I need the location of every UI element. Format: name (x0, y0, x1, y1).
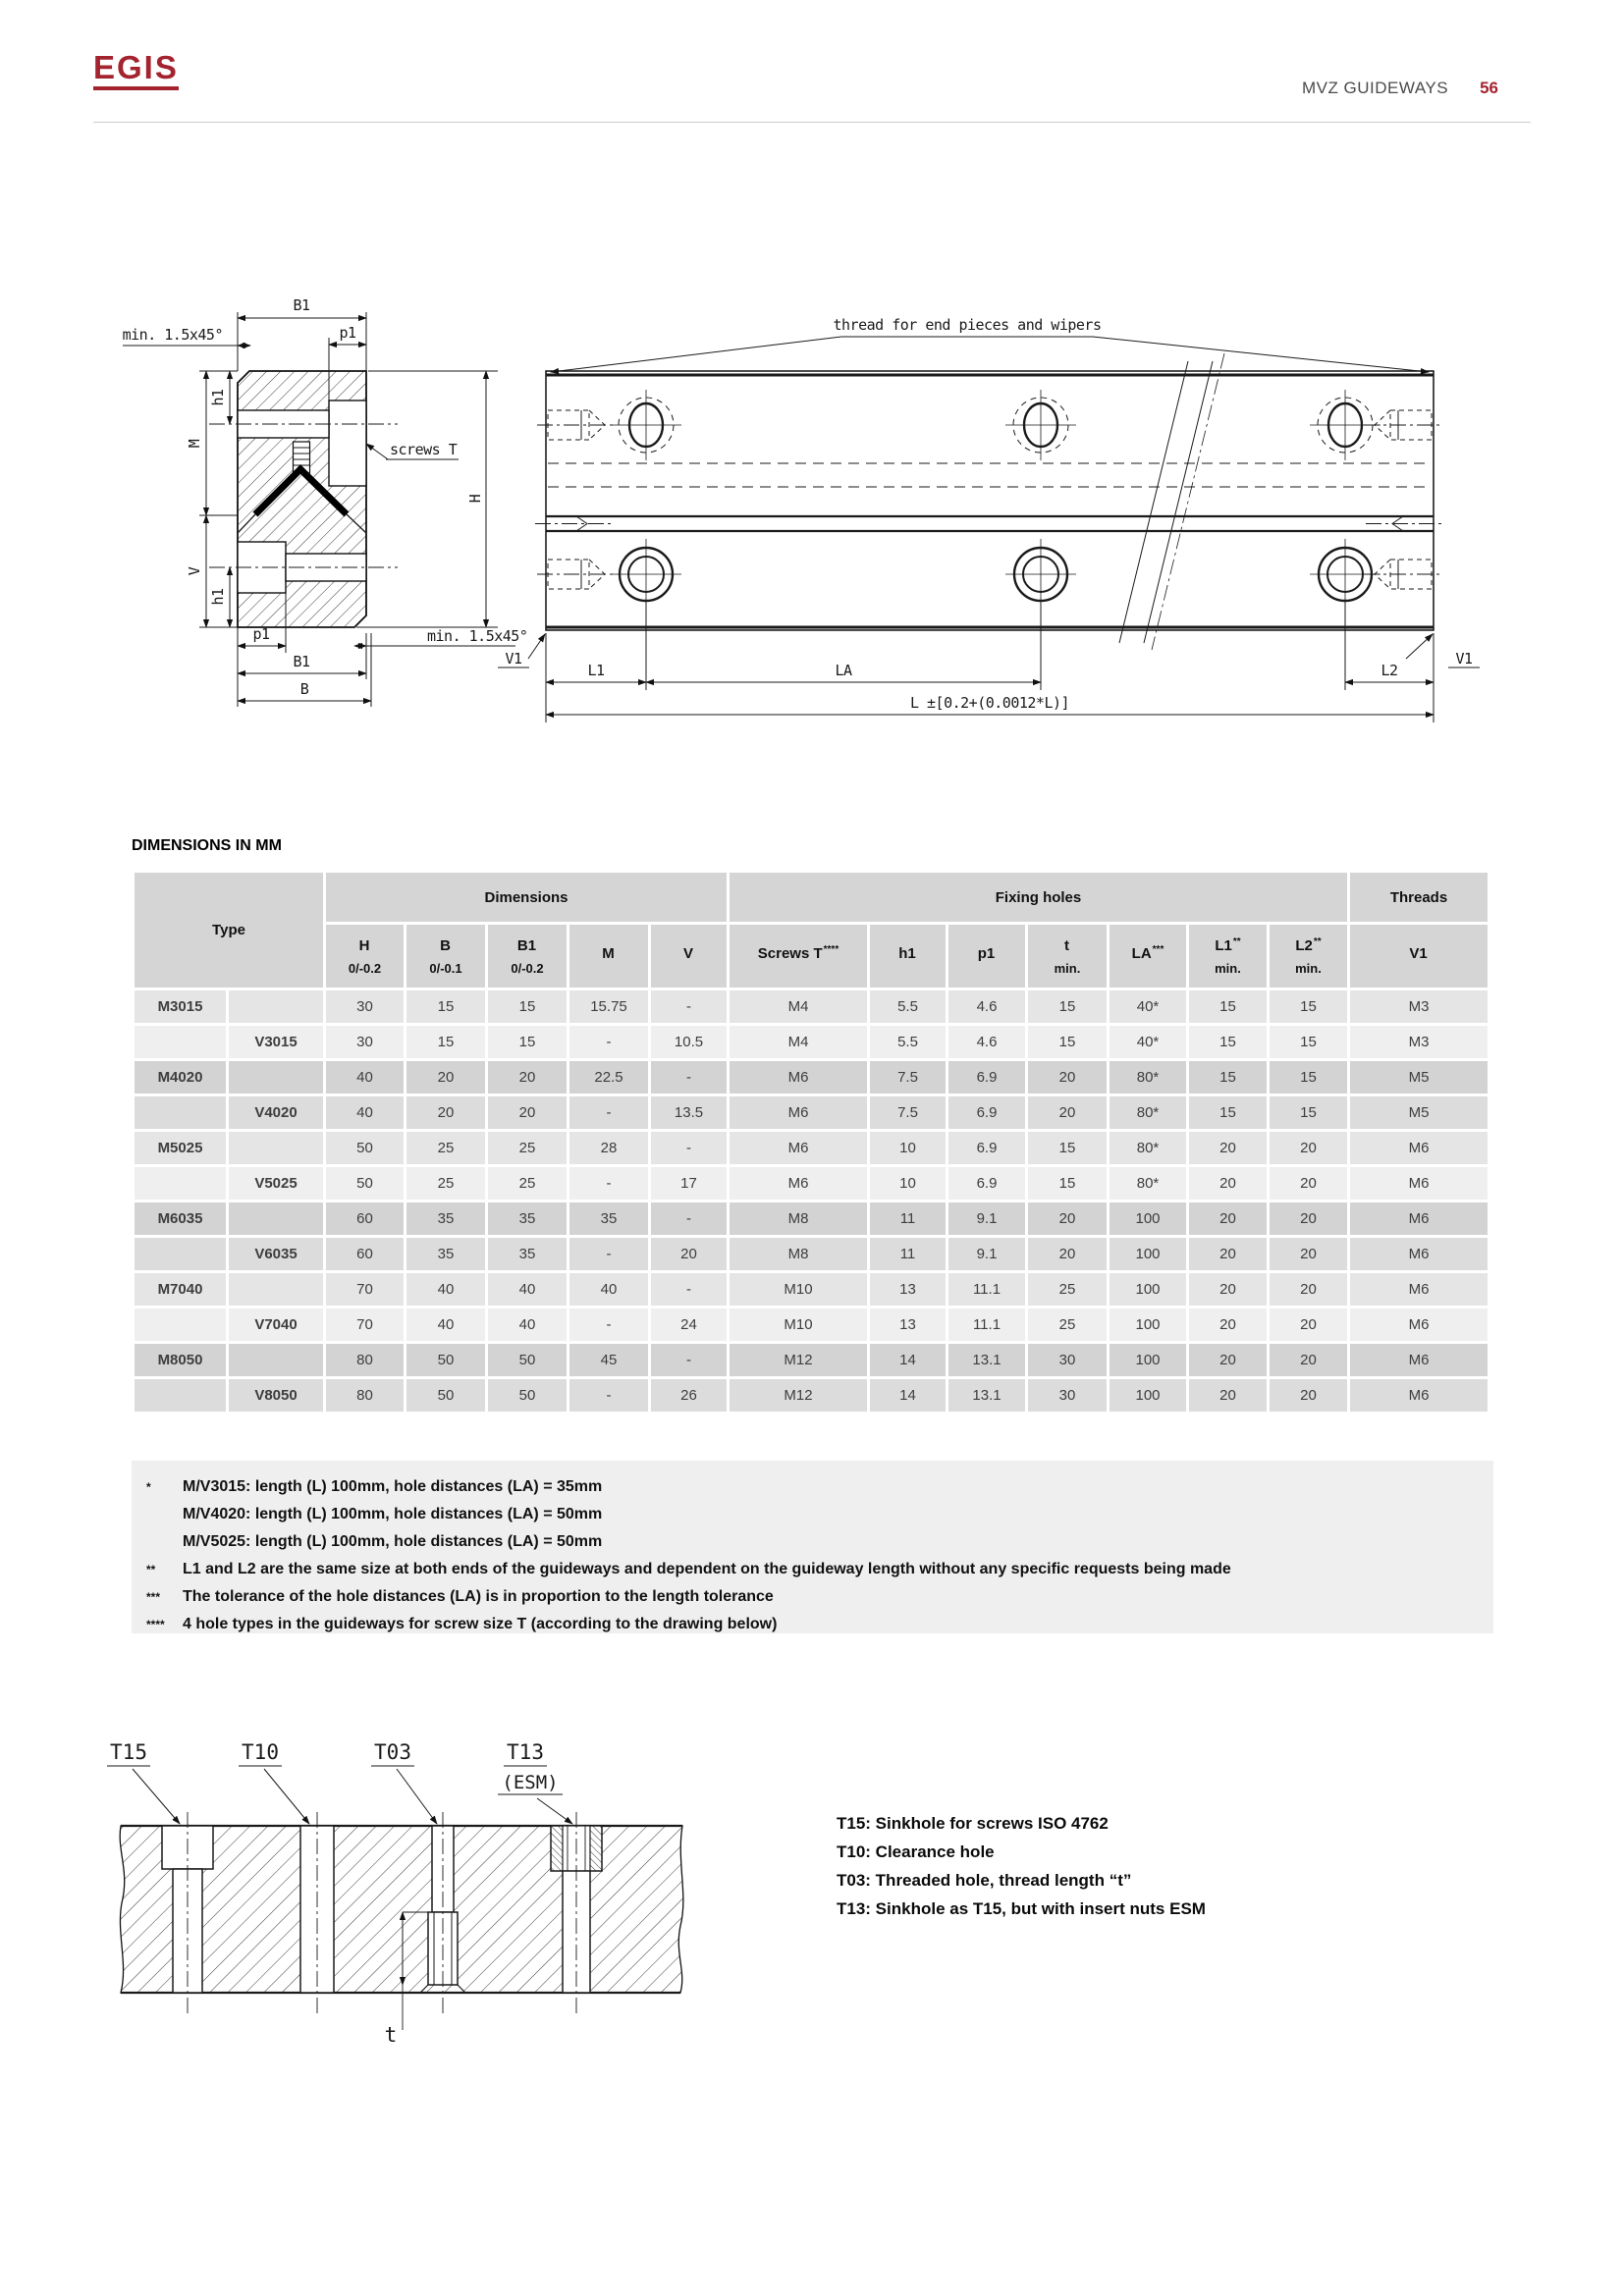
value-cell: 10 (870, 1167, 946, 1200)
table-row (135, 1026, 1488, 1058)
dim-h1-bottom-label: h1 (209, 588, 227, 606)
col-p1: p1 (948, 925, 1025, 988)
value-cell: 30 (326, 1026, 404, 1058)
value-cell: 20 (488, 1096, 567, 1129)
footnote-2star: ** L1 and L2 are the same size at both ends of the guideways and dependent on the guideway length without any specific requests being made (146, 1561, 1231, 1577)
table-row (135, 1238, 1488, 1270)
value-cell: 20 (1028, 1238, 1107, 1270)
footnote-4star: **** 4 hole types in the guideways for screw size T (according to the drawing below) (146, 1616, 778, 1632)
value-cell: 15.75 (569, 990, 648, 1023)
value-cell: 11.1 (948, 1273, 1025, 1306)
value-cell: M6 (1350, 1238, 1488, 1270)
value-cell: 60 (326, 1202, 404, 1235)
col-t-min: t min. (1028, 925, 1107, 988)
value-cell: 13.1 (948, 1344, 1025, 1376)
page-number: 56 (1480, 79, 1498, 97)
value-cell: 13.1 (948, 1379, 1025, 1412)
t10-hole (300, 1812, 334, 2016)
t-dim-label: t (384, 2023, 398, 2047)
chamfer-top-label: min. 1.5x45° (122, 326, 223, 344)
value-cell: M6 (1350, 1167, 1488, 1200)
value-cell: 80 (326, 1379, 404, 1412)
value-cell: M8 (730, 1202, 867, 1235)
value-cell: 14 (870, 1344, 946, 1376)
value-cell: 20 (1270, 1167, 1347, 1200)
cross-section-view (123, 296, 528, 707)
value-cell: - (569, 1026, 648, 1058)
table-row (135, 1096, 1488, 1129)
value-cell: 70 (326, 1273, 404, 1306)
value-cell: 20 (406, 1096, 485, 1129)
table-row (135, 1344, 1488, 1376)
type-m-cell: M5025 (135, 1132, 226, 1164)
value-cell: 70 (326, 1308, 404, 1341)
type-v-cell: V5025 (229, 1167, 323, 1200)
table-row (135, 1308, 1488, 1341)
value-cell: 28 (569, 1132, 648, 1164)
value-cell: 50 (406, 1344, 485, 1376)
value-cell: 13 (870, 1308, 946, 1341)
value-cell: - (569, 1096, 648, 1129)
type-v-cell: V7040 (229, 1308, 323, 1341)
t15-label: T15 (110, 1740, 147, 1764)
value-cell: 17 (651, 1167, 727, 1200)
value-cell: 40 (569, 1273, 648, 1306)
value-cell: 25 (406, 1167, 485, 1200)
type-v-cell (229, 990, 323, 1023)
value-cell: - (651, 1202, 727, 1235)
value-cell: M6 (1350, 1202, 1488, 1235)
col-screws-t: Screws T**** (730, 925, 867, 988)
hole-type-legend (837, 1809, 1206, 1923)
value-cell: 13.5 (651, 1096, 727, 1129)
value-cell: 15 (406, 990, 485, 1023)
type-v-cell: V6035 (229, 1238, 323, 1270)
group-fixing-holes: Fixing holes (730, 873, 1347, 922)
value-cell: 20 (1189, 1308, 1267, 1341)
value-cell: 30 (326, 990, 404, 1023)
dim-p1-top-label: p1 (339, 324, 356, 342)
type-m-cell: M8050 (135, 1344, 226, 1376)
value-cell: 100 (1110, 1238, 1186, 1270)
type-m-cell: M4020 (135, 1061, 226, 1094)
type-m-cell (135, 1167, 226, 1200)
col-b1: B1 0/-0.2 (488, 925, 567, 988)
dim-l-label: L ±[0.2+(0.0012*L)] (909, 694, 1070, 712)
value-cell: 20 (488, 1061, 567, 1094)
egis-logo: EGIS (93, 51, 179, 90)
value-cell: 80* (1110, 1061, 1186, 1094)
value-cell: 20 (1270, 1308, 1347, 1341)
table-title: DIMENSIONS IN MM (132, 837, 282, 854)
col-l2-min: L2** min. (1270, 925, 1347, 988)
footnotes-box (132, 1461, 1493, 1633)
value-cell: 40 (326, 1061, 404, 1094)
value-cell: - (651, 990, 727, 1023)
value-cell: - (651, 1061, 727, 1094)
break-lines (1119, 353, 1224, 650)
value-cell: M6 (1350, 1379, 1488, 1412)
value-cell: M12 (730, 1344, 867, 1376)
value-cell: 20 (1270, 1379, 1347, 1412)
value-cell: M6 (730, 1096, 867, 1129)
value-cell: 50 (326, 1167, 404, 1200)
table-row (135, 990, 1488, 1023)
value-cell: M6 (1350, 1308, 1488, 1341)
top-hole-row (611, 390, 1380, 460)
type-v-cell (229, 1344, 323, 1376)
value-cell: 20 (1189, 1273, 1267, 1306)
value-cell: 24 (651, 1308, 727, 1341)
esm-label: (ESM) (502, 1772, 559, 1793)
value-cell: 20 (1028, 1061, 1107, 1094)
col-b: B 0/-0.1 (406, 925, 485, 988)
value-cell: 30 (1028, 1344, 1107, 1376)
value-cell: 40 (488, 1308, 567, 1341)
value-cell: 100 (1110, 1344, 1186, 1376)
legend-t10: T10: Clearance hole (837, 1842, 995, 1861)
dim-la-label: LA (835, 662, 852, 679)
value-cell: M5 (1350, 1061, 1488, 1094)
table-row (135, 1273, 1488, 1306)
v1-right-label: V1 (1455, 650, 1473, 667)
value-cell: 15 (1189, 1096, 1267, 1129)
value-cell: M8 (730, 1238, 867, 1270)
type-m-cell (135, 1379, 226, 1412)
value-cell: 40 (406, 1273, 485, 1306)
value-cell: 20 (1189, 1238, 1267, 1270)
dim-p1-bottom-label: p1 (252, 625, 270, 643)
value-cell: 25 (1028, 1308, 1107, 1341)
value-cell: M6 (730, 1061, 867, 1094)
dim-h1-top-label: h1 (209, 389, 227, 406)
value-cell: 10 (870, 1132, 946, 1164)
value-cell: - (569, 1167, 648, 1200)
value-cell: M12 (730, 1379, 867, 1412)
value-cell: M6 (1350, 1273, 1488, 1306)
value-cell: 100 (1110, 1308, 1186, 1341)
col-la: LA*** (1110, 925, 1186, 988)
value-cell: 20 (1270, 1273, 1347, 1306)
table-row (135, 1132, 1488, 1164)
value-cell: M3 (1350, 990, 1488, 1023)
value-cell: M4 (730, 990, 867, 1023)
value-cell: 15 (488, 990, 567, 1023)
type-v-cell (229, 1061, 323, 1094)
type-m-cell (135, 1026, 226, 1058)
value-cell: 50 (488, 1344, 567, 1376)
value-cell: 40* (1110, 1026, 1186, 1058)
value-cell: 40 (488, 1273, 567, 1306)
col-h: H 0/-0.2 (326, 925, 404, 988)
value-cell: 5.5 (870, 1026, 946, 1058)
value-cell: 22.5 (569, 1061, 648, 1094)
value-cell: 20 (1270, 1202, 1347, 1235)
value-cell: 100 (1110, 1379, 1186, 1412)
side-view (498, 316, 1480, 722)
chamfer-bottom-label: min. 1.5x45° (427, 627, 528, 645)
value-cell: 40 (406, 1308, 485, 1341)
value-cell: 50 (326, 1132, 404, 1164)
group-dimensions: Dimensions (326, 873, 727, 922)
value-cell: 60 (326, 1238, 404, 1270)
value-cell: 6.9 (948, 1167, 1025, 1200)
type-v-cell: V4020 (229, 1096, 323, 1129)
type-v-cell: V8050 (229, 1379, 323, 1412)
value-cell: 6.9 (948, 1096, 1025, 1129)
value-cell: 25 (1028, 1273, 1107, 1306)
value-cell: 15 (1189, 1061, 1267, 1094)
value-cell: 15 (1270, 990, 1347, 1023)
type-v-cell (229, 1202, 323, 1235)
dimensions-table (132, 870, 1490, 1415)
value-cell: 20 (1189, 1344, 1267, 1376)
value-cell: 6.9 (948, 1132, 1025, 1164)
value-cell: - (569, 1308, 648, 1341)
value-cell: 80* (1110, 1132, 1186, 1164)
value-cell: M10 (730, 1273, 867, 1306)
dim-m-label: M (186, 439, 203, 449)
type-m-cell (135, 1308, 226, 1341)
value-cell: 30 (1028, 1379, 1107, 1412)
value-cell: 20 (1270, 1238, 1347, 1270)
value-cell: 40 (326, 1096, 404, 1129)
table-row (135, 1202, 1488, 1235)
value-cell: 20 (1270, 1132, 1347, 1164)
value-cell: 20 (1270, 1344, 1347, 1376)
value-cell: 50 (406, 1379, 485, 1412)
type-m-cell: M6035 (135, 1202, 226, 1235)
value-cell: 20 (1189, 1202, 1267, 1235)
footnote-star: * M/V3015: length (L) 100mm, hole distances (LA) = 35mm M/V4020: length (L) 100mm, hole distances (LA) = 50mm M/V5025: length (L) 100mm, hole distances (LA) = 50mm (146, 1478, 603, 1550)
value-cell: 80* (1110, 1096, 1186, 1129)
value-cell: M4 (730, 1026, 867, 1058)
value-cell: M6 (730, 1132, 867, 1164)
value-cell: 7.5 (870, 1096, 946, 1129)
type-m-cell: M3015 (135, 990, 226, 1023)
header-divider (93, 122, 1531, 123)
value-cell: 20 (1189, 1132, 1267, 1164)
value-cell: - (651, 1132, 727, 1164)
dim-l1-label: L1 (587, 662, 605, 679)
value-cell: 100 (1110, 1202, 1186, 1235)
value-cell: 15 (1189, 1026, 1267, 1058)
value-cell: M5 (1350, 1096, 1488, 1129)
col-v1: V1 (1350, 925, 1488, 988)
value-cell: 35 (569, 1202, 648, 1235)
value-cell: 20 (1028, 1096, 1107, 1129)
table-row (135, 1379, 1488, 1412)
t10-label: T10 (242, 1740, 279, 1764)
value-cell: 25 (488, 1167, 567, 1200)
value-cell: 4.6 (948, 1026, 1025, 1058)
value-cell: 15 (1270, 1061, 1347, 1094)
legend-t15: T15: Sinkhole for screws ISO 4762 (837, 1814, 1109, 1833)
value-cell: 26 (651, 1379, 727, 1412)
table-row (135, 1167, 1488, 1200)
value-cell: 15 (1270, 1026, 1347, 1058)
value-cell: 50 (488, 1379, 567, 1412)
value-cell: M10 (730, 1308, 867, 1341)
value-cell: 80* (1110, 1167, 1186, 1200)
value-cell: 15 (406, 1026, 485, 1058)
col-m: M (569, 925, 648, 988)
type-v-cell (229, 1273, 323, 1306)
hole-types-drawing (93, 1730, 741, 2054)
bottom-hole-row (611, 539, 1380, 610)
value-cell: 15 (1028, 1026, 1107, 1058)
dim-v-label: V (186, 566, 203, 576)
type-header: Type (135, 873, 323, 988)
v1-left-label: V1 (505, 650, 522, 667)
value-cell: M6 (1350, 1132, 1488, 1164)
group-threads: Threads (1350, 873, 1488, 922)
value-cell: M3 (1350, 1026, 1488, 1058)
value-cell: 35 (406, 1202, 485, 1235)
value-cell: 80 (326, 1344, 404, 1376)
value-cell: - (569, 1379, 648, 1412)
end-thread-symbols (537, 410, 1442, 589)
value-cell: 15 (1028, 1167, 1107, 1200)
table-body (135, 990, 1488, 1412)
type-m-cell (135, 1096, 226, 1129)
value-cell: M6 (1350, 1344, 1488, 1376)
type-m-cell: M7040 (135, 1273, 226, 1306)
value-cell: 15 (488, 1026, 567, 1058)
table-row (135, 1061, 1488, 1094)
value-cell: 15 (1270, 1096, 1347, 1129)
footnote-3star: *** The tolerance of the hole distances (LA) is in proportion to the length tolerance (146, 1588, 774, 1605)
value-cell: 9.1 (948, 1202, 1025, 1235)
value-cell: 20 (1189, 1379, 1267, 1412)
value-cell: - (569, 1238, 648, 1270)
value-cell: 9.1 (948, 1238, 1025, 1270)
type-v-cell (229, 1132, 323, 1164)
screws-t-label: screws T (390, 441, 458, 458)
dim-b-label: B (299, 680, 309, 698)
value-cell: - (651, 1273, 727, 1306)
col-h1: h1 (870, 925, 946, 988)
value-cell: 11.1 (948, 1308, 1025, 1341)
value-cell: 7.5 (870, 1061, 946, 1094)
value-cell: - (651, 1344, 727, 1376)
dim-b1-top-label: B1 (293, 296, 310, 314)
value-cell: 25 (488, 1132, 567, 1164)
value-cell: 11 (870, 1238, 946, 1270)
dim-b1-bottom-label: B1 (293, 653, 310, 670)
value-cell: 15 (1028, 1132, 1107, 1164)
value-cell: 35 (488, 1202, 567, 1235)
value-cell: 35 (406, 1238, 485, 1270)
value-cell: 20 (406, 1061, 485, 1094)
value-cell: 35 (488, 1238, 567, 1270)
legend-t03: T03: Threaded hole, thread length “t” (837, 1871, 1132, 1890)
t13-label: T13 (507, 1740, 544, 1764)
page-header (1302, 79, 1498, 98)
value-cell: 4.6 (948, 990, 1025, 1023)
t03-label: T03 (374, 1740, 411, 1764)
value-cell: 15 (1028, 990, 1107, 1023)
value-cell: 45 (569, 1344, 648, 1376)
value-cell: 5.5 (870, 990, 946, 1023)
value-cell: 10.5 (651, 1026, 727, 1058)
dim-l2-label: L2 (1380, 662, 1398, 679)
type-v-cell: V3015 (229, 1026, 323, 1058)
value-cell: 20 (1028, 1202, 1107, 1235)
value-cell: 100 (1110, 1273, 1186, 1306)
value-cell: 6.9 (948, 1061, 1025, 1094)
value-cell: M6 (730, 1167, 867, 1200)
value-cell: 20 (1189, 1167, 1267, 1200)
value-cell: 25 (406, 1132, 485, 1164)
dim-h-label: H (466, 494, 484, 504)
value-cell: 20 (651, 1238, 727, 1270)
value-cell: 15 (1189, 990, 1267, 1023)
col-l1-min: L1** min. (1189, 925, 1267, 988)
thread-note-label: thread for end pieces and wipers (833, 316, 1102, 334)
value-cell: 13 (870, 1273, 946, 1306)
legend-t13: T13: Sinkhole as T15, but with insert nuts ESM (837, 1899, 1206, 1918)
value-cell: 40* (1110, 990, 1186, 1023)
type-m-cell (135, 1238, 226, 1270)
section-title: MVZ GUIDEWAYS (1301, 79, 1449, 97)
value-cell: 14 (870, 1379, 946, 1412)
value-cell: 11 (870, 1202, 946, 1235)
col-v: V (651, 925, 727, 988)
sub-header-row (135, 925, 1488, 988)
guideway-technical-drawing (93, 294, 1546, 731)
